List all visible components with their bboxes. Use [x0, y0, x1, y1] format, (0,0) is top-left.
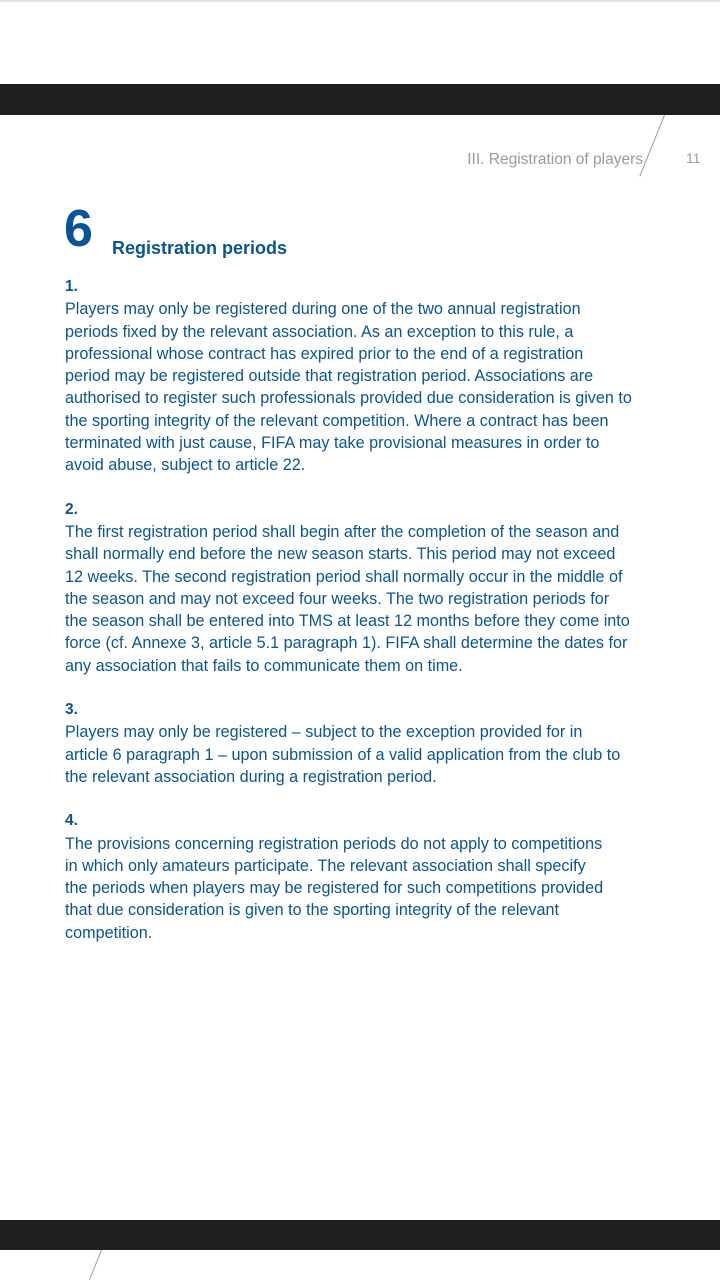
text-line: force (cf. Annexe 3, article 5.1 paragraph 1). FIFA shall determine the dates for — [65, 634, 628, 653]
text-line: that due consideration is given to the sporting integrity of the relevant — [65, 901, 560, 920]
paragraph-number: 4. — [65, 812, 78, 830]
page-number: 11 — [686, 150, 701, 166]
paragraph-number: 3. — [65, 701, 78, 719]
text-line: Players may only be registered – subject to the exception provided for in — [65, 723, 583, 742]
text-line: shall normally end before the new season starts. This period may not exceed — [65, 545, 616, 564]
header-slash-divider — [639, 115, 665, 177]
article-body — [65, 276, 655, 966]
text-line: the sporting integrity of the relevant competition. Where a contract has been — [65, 411, 609, 430]
paragraph-4 — [65, 810, 655, 944]
article-title: Registration periods — [112, 238, 288, 258]
paragraph-number: 2. — [65, 500, 78, 518]
text-line: the season and may not exceed four weeks. The two registration periods for — [65, 589, 610, 608]
text-line: the periods when players may be registered for such competitions provided — [65, 879, 604, 898]
text-line: the relevant association during a registration period. — [65, 767, 437, 786]
text-line: 12 weeks. The second registration period shall normally occur in the middle of — [65, 567, 623, 586]
paragraph-3 — [65, 699, 655, 788]
article-number: 6 — [64, 200, 93, 258]
text-line: periods fixed by the relevant association. As an exception to this rule, a — [65, 322, 574, 341]
text-line: professional whose contract has expired prior to the end of a registration — [65, 344, 584, 363]
text-line: article 6 paragraph 1 – upon submission of a valid application from the club to — [65, 745, 621, 764]
text-line: in which only amateurs participate. The relevant association shall specify — [65, 856, 586, 875]
running-header: III. Registration of players — [467, 151, 643, 168]
text-line: authorised to register such professionals provided due consideration is given to — [65, 389, 632, 408]
text-line: the season shall be entered into TMS at least 12 months before they come into — [65, 612, 630, 631]
text-line: avoid abuse, subject to article 22. — [65, 456, 306, 475]
text-line: Players may only be registered during one of the two annual registration — [65, 300, 581, 319]
text-line: competition. — [65, 923, 153, 942]
text-line: period may be registered outside that registration period. Associations are — [65, 367, 594, 386]
paragraph-1 — [65, 276, 655, 477]
paragraph-2 — [65, 499, 655, 677]
top-black-bar — [0, 84, 720, 115]
bottom-black-bar — [0, 1220, 720, 1250]
top-shadow — [0, 0, 720, 3]
text-line: The provisions concerning registration periods do not apply to competitions — [65, 834, 603, 853]
text-line: The first registration period shall begin after the completion of the season and — [65, 522, 620, 541]
text-line: any association that fails to communicate them on time. — [65, 656, 463, 675]
text-line: terminated with just cause, FIFA may take provisional measures in order to — [65, 434, 600, 453]
next-page-slash-divider — [89, 1250, 102, 1280]
paragraph-number: 1. — [65, 278, 78, 295]
